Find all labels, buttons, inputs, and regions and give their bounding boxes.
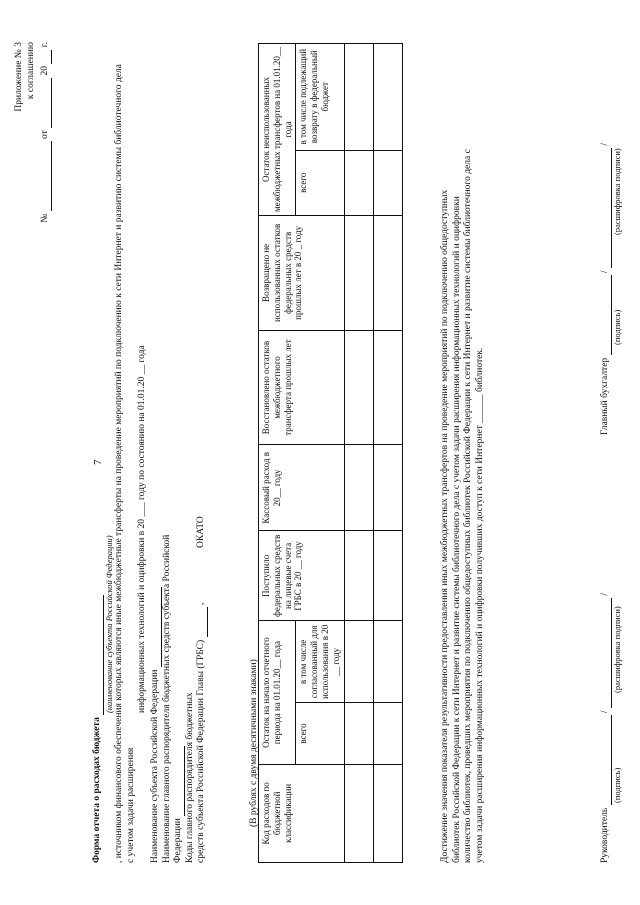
table-row — [344, 44, 373, 863]
col-unused-balance: Остаток неиспользованных межбюджетных трансфертов на 01.01.20__ года — [259, 44, 296, 216]
form-title — [92, 63, 149, 863]
year-label: 20 — [40, 65, 50, 76]
col-received-funds: Поступило федеральных средств на лицевые счета ГРБС в 20 __ году — [259, 531, 345, 621]
okato-label: ОКАТО — [196, 516, 207, 548]
page-number: 7 — [92, 459, 104, 465]
col-cash-expense: Кассовый расход в 20__ году — [259, 445, 345, 531]
sub-col-total-2: всего — [296, 150, 344, 216]
sub-col-to-return: в том числе подлежащий возврату в федеральный бюджет — [296, 44, 344, 151]
units-note: (В рублях с двумя десятичными знаками) — [249, 659, 259, 827]
year-suffix: г. — [40, 42, 50, 48]
annex-subtitle: к соглашению — [25, 42, 36, 100]
codes-line: Коды главного распорядителя бюджетных — [184, 692, 195, 863]
accountant-signature: Главный бухгалтер / / (подпись) (расшифровка подписи) — [600, 143, 622, 435]
title-line-1: , источником финансового обеспечения которых являются иные межбюджетные трансферты на проведение мероприятий по подключению к сети Интернет и развитию системы библиотечного дела с учетом задачи расширения — [113, 64, 136, 863]
codes-line-2: средств субъекта Российской Федерации Главы (ГРБС) , ОКАТО — [196, 516, 207, 863]
subject-name-line: Наименование субъекта Российской Федерации — [150, 243, 162, 863]
annex-header — [14, 42, 37, 112]
col-opening-balance: Остаток на начало отчетного периода на 01.01.20__ года — [259, 621, 296, 764]
report-table — [258, 43, 403, 863]
admin-name-line-2: Федерации — [173, 243, 185, 863]
agreement-date-line — [40, 42, 52, 223]
sub-col-total-1: всего — [296, 703, 344, 764]
form-title-text: Форма отчета о расходах бюджета — [92, 717, 102, 863]
col-budget-code: Код расходов по бюджетной классификации — [259, 764, 345, 862]
table-row — [373, 44, 402, 863]
subject-name-hint: (наименование субъекта Российской Федерации) — [103, 535, 114, 713]
subject-info-block — [150, 243, 208, 863]
title-line-2: информационных технологий и оцифровки в 20 ___ году по состоянию на 01.01.20 __ года — [137, 345, 148, 713]
col-returned-balances: Возвращено не использованных остатков федеральных средств прошлых лет в 20 _ году — [259, 216, 345, 331]
admin-name-line: Наименование главного распорядителя бюджетных средств субъекта Российской — [161, 534, 172, 863]
annex-title: Приложение № 3 — [14, 42, 24, 112]
col-restored-balances: Восстановлено остатков межбюджетного трансферта прошлых лет — [259, 330, 345, 445]
indicator-paragraph: Достижение значения показателя результативности предоставления иных межбюджетных трансфертов на проведение мероприятий по подключению общедоступных библиотек Российской Федерации к сети Интернет и развитие системы библиотечного дела с учетом задачи расширения информационных технологий и оцифровки количество библиотек, проведших мероприятия по подключению общедоступных библиотек Российской Федерации к сети Интернет и развитие системы библиотечного дела с учетом задачи расширения информационных технологий и оцифровки получивших доступ к сети Интернет ______ библиотек. — [440, 149, 485, 863]
sub-col-agreed: в том числе согласованный для использования в 20 __ году — [296, 621, 344, 703]
from-label: от — [40, 130, 50, 139]
number-label: № — [40, 213, 50, 223]
head-signature: Руководитель / / (подпись) (расшифровка подписи) — [600, 593, 622, 863]
